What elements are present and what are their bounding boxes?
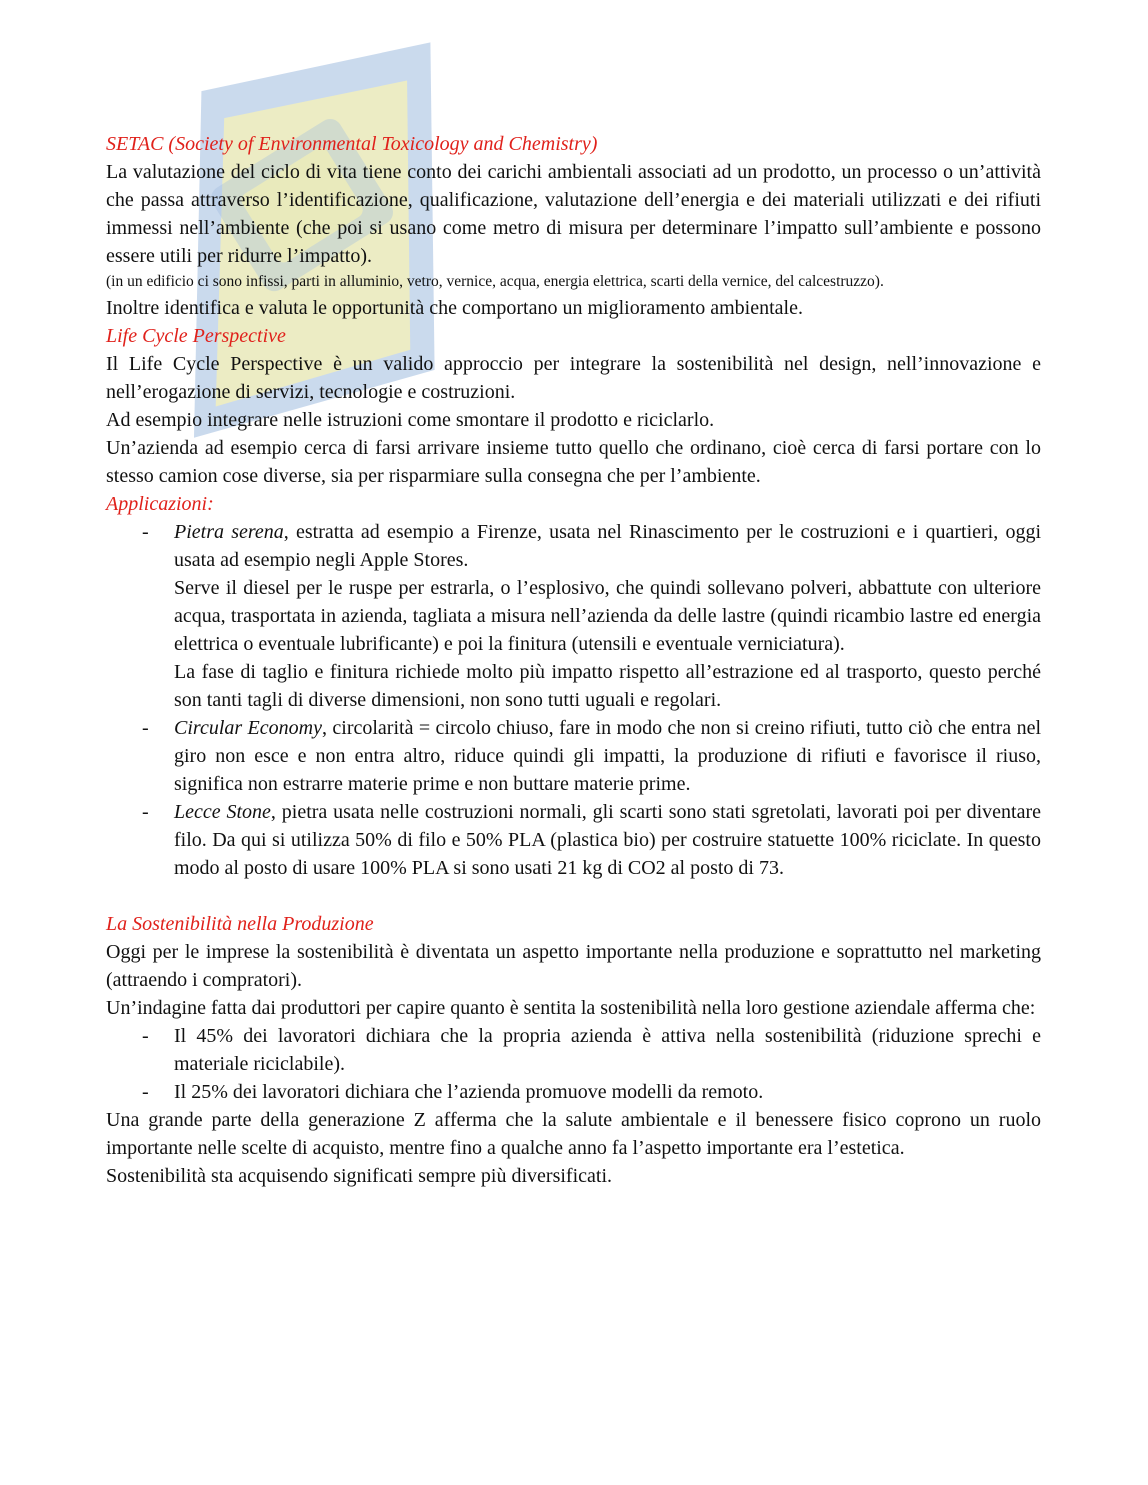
applicazioni-heading: Applicazioni:: [106, 493, 214, 515]
list-item: [106, 798, 1041, 882]
term-circular-economy: Circular Economy: [174, 717, 322, 739]
item-extra: Serve il diesel per le ruspe per estrarla, o l’esplosivo, che quindi sollevano polveri, abbattute con ulteriore acqua, trasportata in azienda, tagliata a misura nell’azienda da delle lastre (quindi ricambio lastre ed energia elettrica o eventuale lubrificante) e poi la finitura (utensili e eventuale verniciatura).: [174, 577, 1041, 655]
item-text: Il 45% dei lavoratori dichiara che la propria azienda è attiva nella sostenibilità (riduzione sprechi e materiale riciclabile).: [174, 1025, 1041, 1075]
setac-paragraph-2: Inoltre identifica e valuta le opportunità che comportano un miglioramento ambientale.: [106, 297, 803, 319]
life-cycle-paragraph-2: Ad esempio integrare nelle istruzioni come smontare il prodotto e riciclarlo.: [106, 409, 715, 431]
bullet-dash: -: [142, 801, 149, 823]
produzione-list: [106, 1022, 1041, 1106]
item-text: Il 25% dei lavoratori dichiara che l’azienda promuove modelli da remoto.: [174, 1081, 764, 1103]
life-cycle-paragraph-3: Un’azienda ad esempio cerca di farsi arrivare insieme tutto quello che ordinano, cioè cerca di farsi portare con lo stesso camion cose diverse, sia per risparmiare sulla consegna che per l’ambiente.: [106, 437, 1041, 487]
produzione-paragraph-3: Una grande parte della generazione Z afferma che la salute ambientale e il benessere fisico coprono un ruolo importante nelle scelte di acquisto, mentre fino a qualche anno fa l’aspetto importante era l’estetica.: [106, 1109, 1041, 1159]
list-item: [106, 1078, 1041, 1106]
bullet-dash: -: [142, 1025, 149, 1047]
setac-note: (in un edificio ci sono infissi, parti in alluminio, vetro, vernice, acqua, energia elettrica, scarti della vernice, del calcestruzzo).: [106, 273, 884, 290]
life-cycle-paragraph: Il Life Cycle Perspective è un valido approccio per integrare la sostenibilità nel design, nell’innovazione e nell’erogazione di servizi, tecnologie e costruzioni.: [106, 353, 1041, 403]
bullet-dash: -: [142, 521, 149, 543]
list-item: [106, 1022, 1041, 1078]
life-cycle-heading: Life Cycle Perspective: [106, 325, 286, 347]
item-text: , circolarità = circolo chiuso, fare in modo che non si creino rifiuti, tutto ciò che entra nel giro non esce e non entra altro, riduce quindi gli impatti, la produzione di rifiuti e favorisce il riuso, significa non estrarre materie prime e non buttare materie prime.: [174, 717, 1041, 795]
item-text: , pietra usata nelle costruzioni normali, gli scarti sono stati sgretolati, lavorati poi per diventare filo. Da qui si utilizza 50% di filo e 50% PLA (plastica bio) per costruire statuette 100% riciclate. In questo modo al posto di usare 100% PLA si sono usati 21 kg di CO2 al posto di 73.: [174, 801, 1041, 879]
produzione-heading: La Sostenibilità nella Produzione: [106, 913, 374, 935]
item-text: , estratta ad esempio a Firenze, usata nel Rinascimento per le costruzioni e i quartieri, oggi usata ad esempio negli Apple Stores.: [174, 521, 1041, 571]
setac-paragraph: La valutazione del ciclo di vita tiene conto dei carichi ambientali associati ad un prodotto, un processo o un’attività che passa attraverso l’identificazione, qualificazione, valutazione dell’energia e dei materiali utilizzati e dei rifiuti immessi nell’ambiente (che poi si usano come metro di misura per determinare l’impatto sull’ambiente e possono essere utili per ridurre l’impatto).: [106, 161, 1041, 267]
document-page: [106, 130, 1041, 1190]
section-spacer: [106, 882, 1041, 910]
produzione-paragraph: Oggi per le imprese la sostenibilità è diventata un aspetto importante nella produzione e soprattutto nel marketing (attraendo i compratori).: [106, 941, 1041, 991]
list-item: [106, 518, 1041, 714]
item-extra: La fase di taglio e finitura richiede molto più impatto rispetto all’estrazione ed al trasporto, questo perché son tanti tagli di diverse dimensioni, non sono tutti uguali e regolari.: [174, 661, 1041, 711]
term-lecce-stone: Lecce Stone: [174, 801, 271, 823]
applicazioni-list: [106, 518, 1041, 882]
bullet-dash: -: [142, 1081, 149, 1103]
produzione-paragraph-2: Un’indagine fatta dai produttori per capire quanto è sentita la sostenibilità nella loro gestione aziendale afferma che:: [106, 997, 1036, 1019]
term-pietra-serena: Pietra serena: [174, 521, 284, 543]
bullet-dash: -: [142, 717, 149, 739]
setac-heading: SETAC (Society of Environmental Toxicology and Chemistry): [106, 133, 598, 155]
produzione-paragraph-4: Sostenibilità sta acquisendo significati sempre più diversificati.: [106, 1165, 612, 1187]
list-item: [106, 714, 1041, 798]
